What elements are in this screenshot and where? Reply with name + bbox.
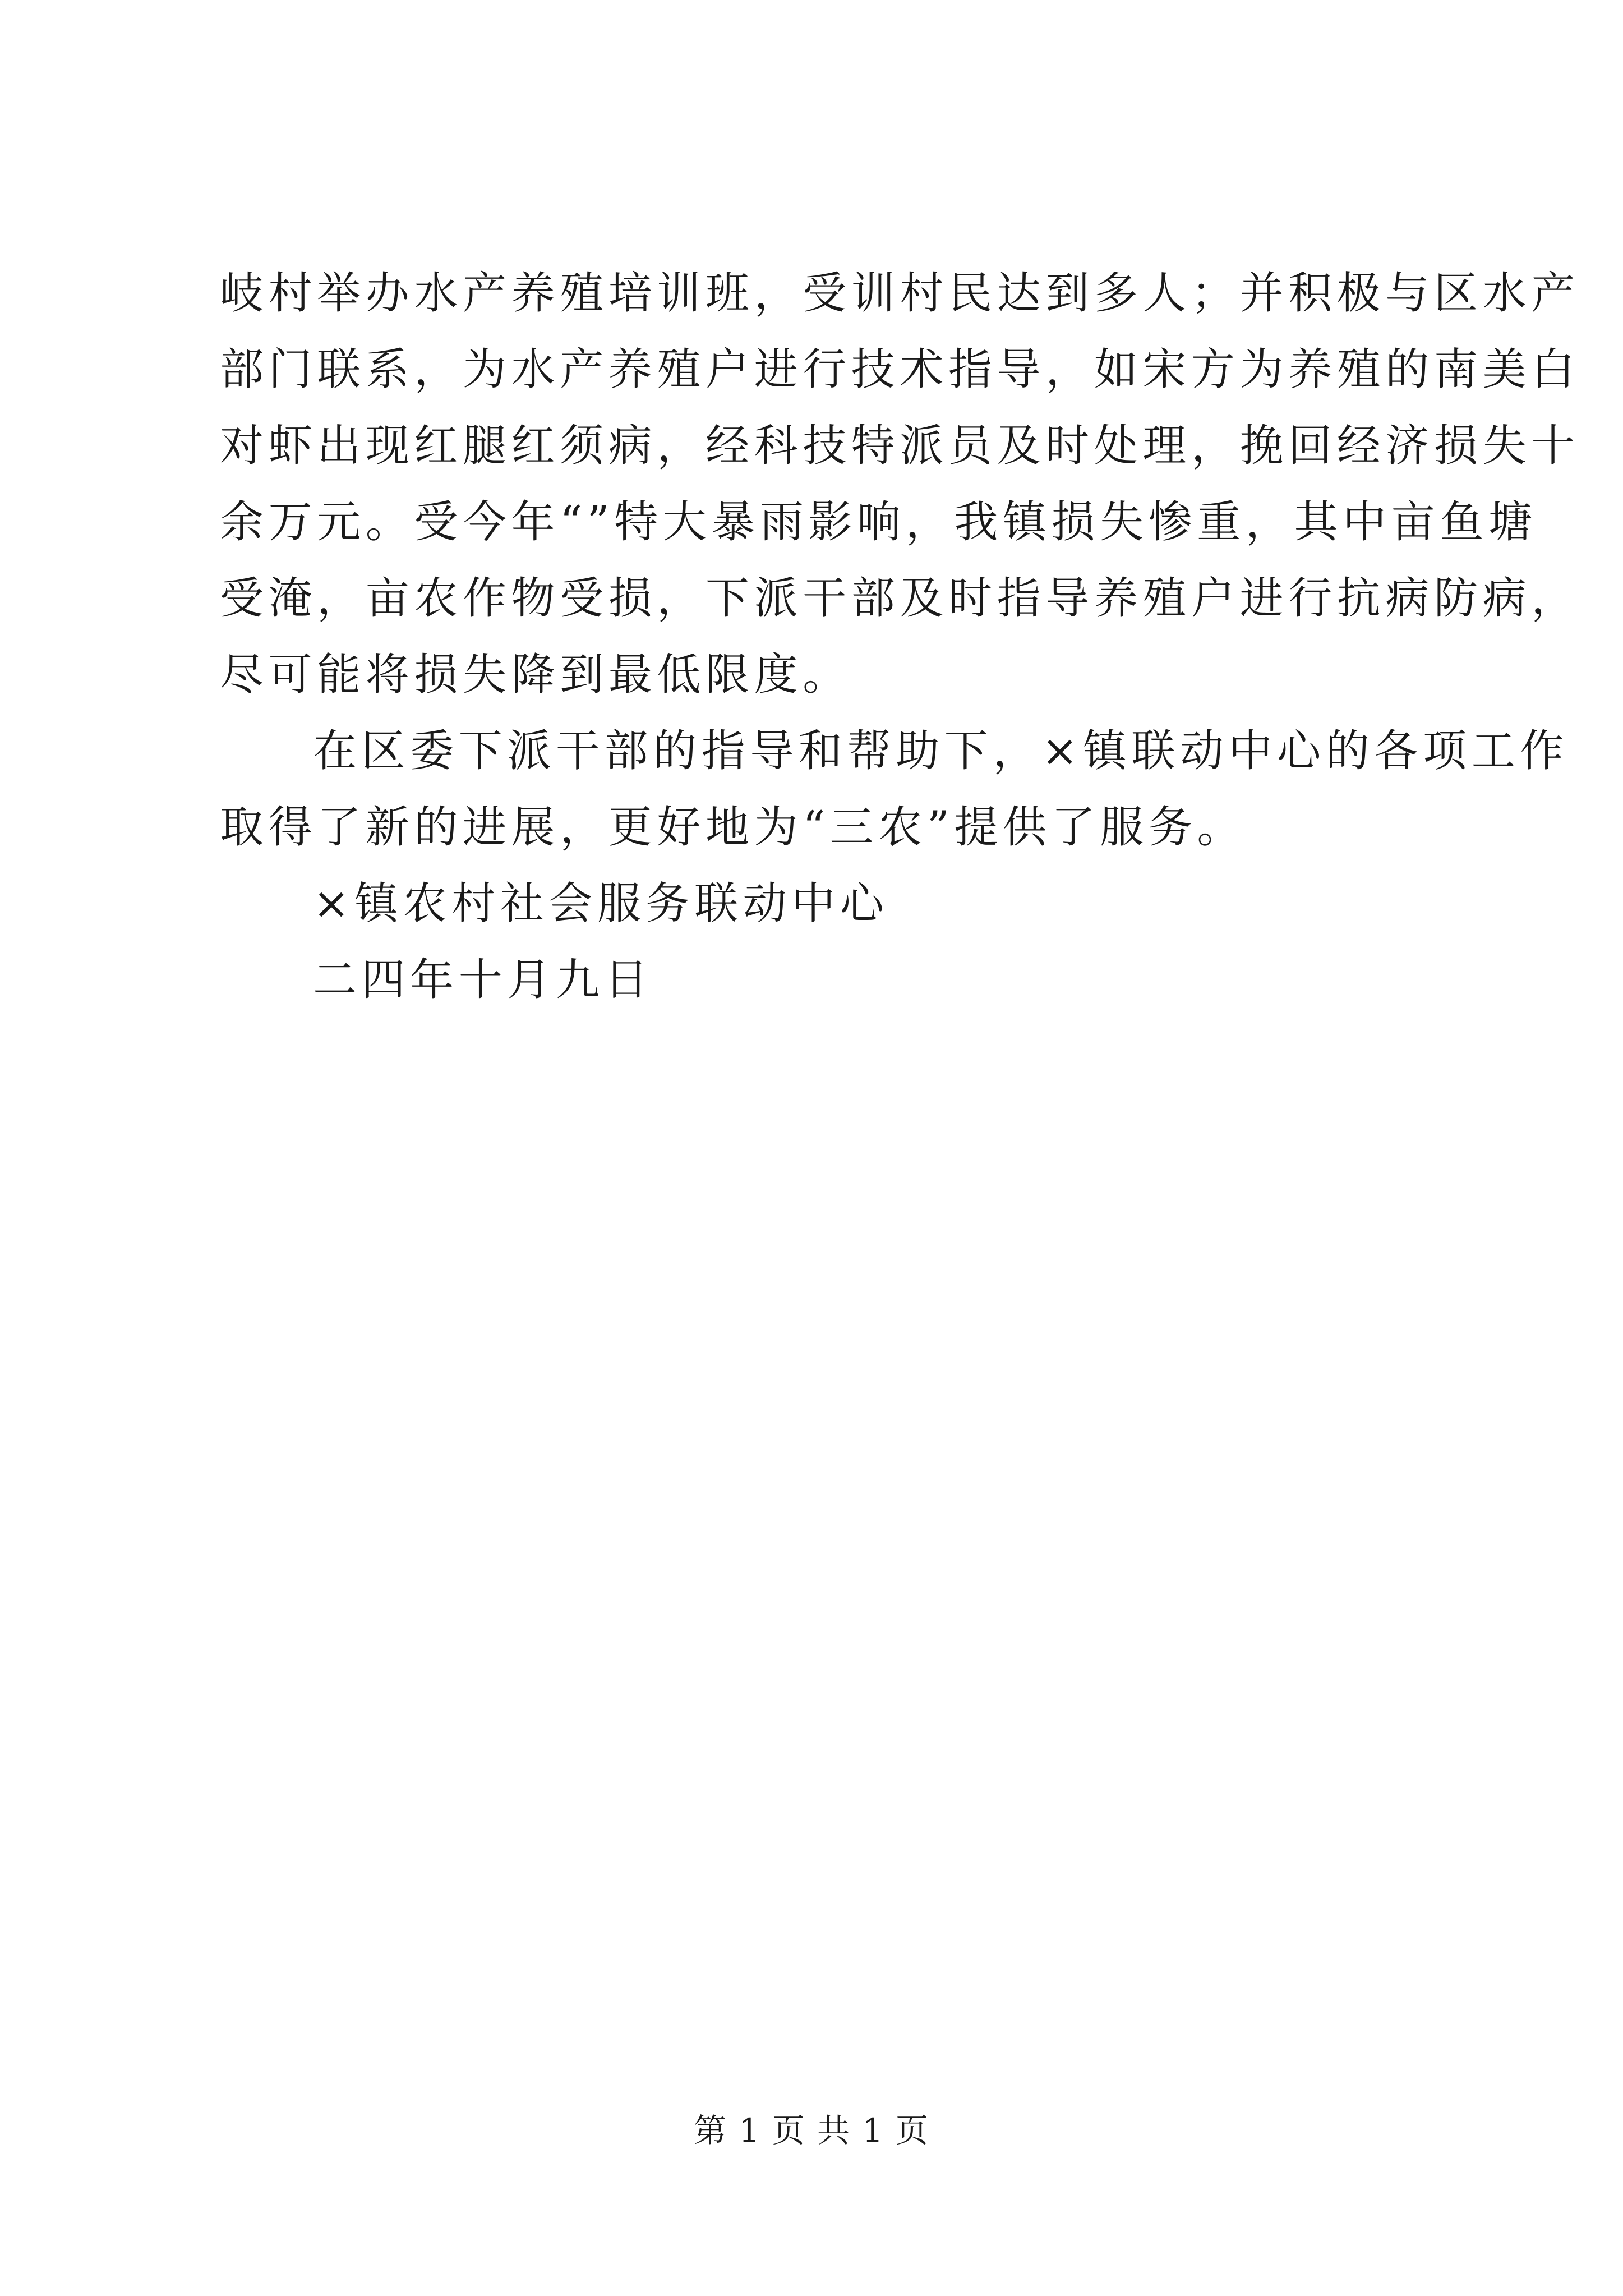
paragraph-1-line: 尽可能将损失降到最低限度。 [220,650,851,700]
document-body [220,255,1580,1018]
paragraph-2-line: 取得了新的进展，更好地为“三农”提供了服务。 [220,802,1246,853]
paragraph-1-line: 部门联系，为水产养殖户进行技术指导，如宋方为养殖的南美白 [220,344,1580,395]
signature-organization: ×镇农村社会服务联动中心 [313,878,889,929]
paragraph-1 [220,255,1580,713]
signature-date: 二四年十月九日 [313,955,653,1005]
paragraph-1-line: 余万元。受今年“”特大暴雨影响，我镇损失惨重，其中亩鱼塘 [220,497,1537,547]
page-footer [0,2108,1623,2153]
paragraph-2-line: 在区委下派干部的指导和帮助下，×镇联动中心的各项工作 [313,726,1569,776]
signature-block [220,866,1420,1018]
paragraph-1-line: 对虾出现红腿红须病，经科技特派员及时处理，挽回经济损失十 [220,421,1580,471]
paragraph-1-line: 岐村举办水产养殖培训班，受训村民达到多人；并积极与区水产 [220,268,1580,319]
paragraph-1-line: 受淹，亩农作物受损，下派干部及时指导养殖户进行抗病防病， [220,573,1580,624]
page-number: 第 1 页 共 1 页 [694,2111,929,2150]
paragraph-2 [220,713,1569,866]
